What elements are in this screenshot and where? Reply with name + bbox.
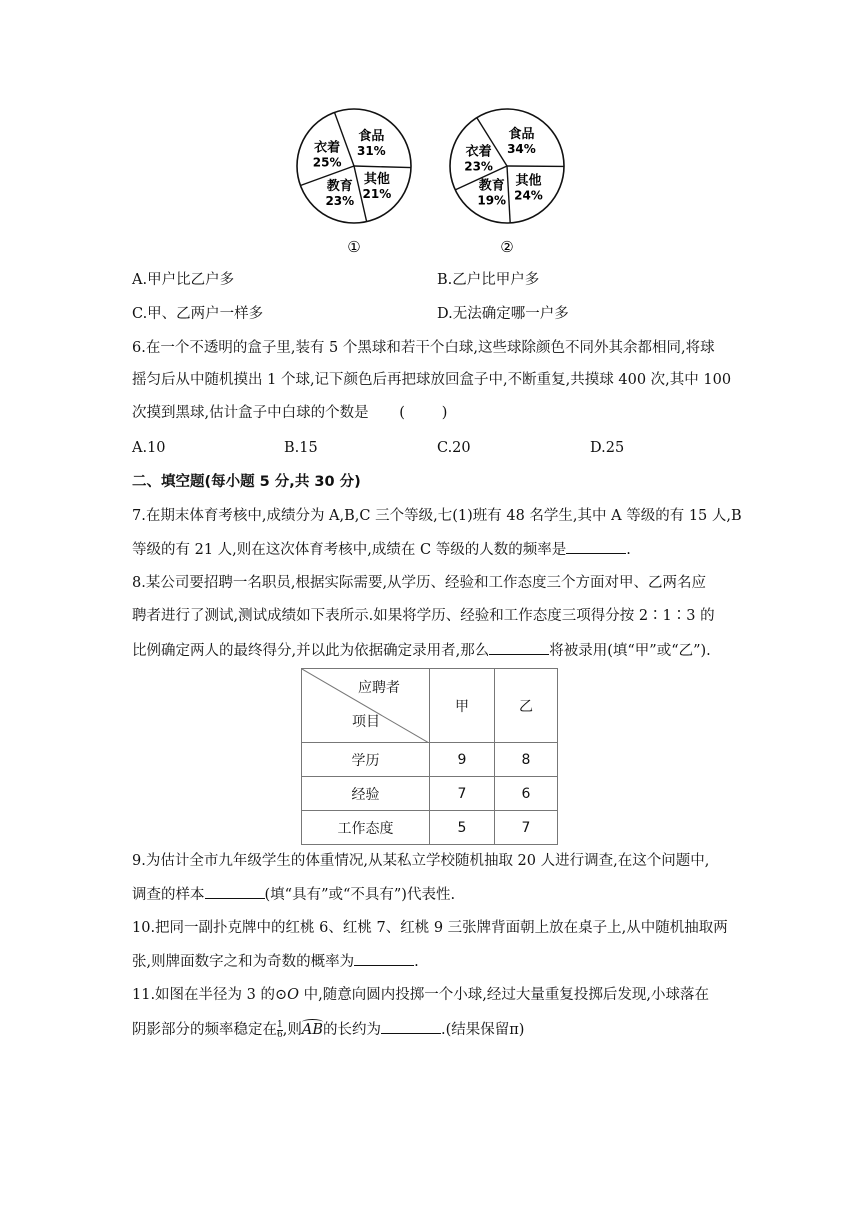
q9-line-2-end: (填“具有”或“不具有”)代表性.	[264, 887, 456, 903]
q9-line-2-text: 调查的样本	[132, 887, 205, 903]
table-row	[302, 743, 558, 777]
q11-answer-blank[interactable]	[381, 1019, 441, 1034]
q6-line-3-text: 次摸到黑球,估计盒子中白球的个数是	[132, 405, 369, 421]
pie-slice-category-label: 其他	[363, 171, 390, 187]
fraction-denominator: 6	[277, 1029, 283, 1040]
pie-chart-2-caption: ②	[500, 238, 514, 256]
pie-slice-category-label: 食品	[358, 128, 385, 144]
q11-line-2-end: .(结果保留π)	[440, 1022, 525, 1038]
pie-slice-percent-label: 23%	[325, 194, 355, 209]
q7-line-2-text: 等级的有 21 人,则在这次体育考核中,成绩在 C 等级的人数的频率是	[132, 542, 567, 558]
table-header-applicant: 应聘者	[358, 680, 400, 696]
table-header-yi: 乙	[495, 669, 558, 743]
pie-slice-percent-label: 25%	[312, 155, 342, 170]
q10-answer-blank[interactable]	[354, 951, 414, 966]
table-cell: 5	[430, 811, 495, 845]
table-row	[302, 811, 558, 845]
q6-option-a[interactable]: A.10	[132, 440, 166, 456]
q8-line-3	[132, 640, 711, 661]
table-row-item: 工作态度	[302, 811, 430, 845]
q8-line-1: 8.某公司要招聘一名职员,根据实际需要,从学历、经验和工作态度三个方面对甲、乙两名应	[132, 575, 707, 591]
q8-line-2: 聘者进行了测试,测试成绩如下表所示.如果将学历、经验和工作态度三项得分按 2∶1∶3 的	[132, 608, 715, 624]
q6-option-c[interactable]: C.20	[437, 440, 471, 456]
pie-slice-category-label: 教育	[478, 178, 505, 194]
q8-score-table	[301, 668, 558, 845]
pie-slice-category-label: 其他	[515, 173, 542, 189]
q7-line-1: 7.在期末体育考核中,成绩分为 A,B,C 三个等级,七(1)班有 48 名学生,其中 A 等级的有 15 人,B	[132, 508, 742, 524]
q9-answer-blank[interactable]	[205, 884, 265, 899]
pie-slice-percent-label: 19%	[477, 193, 507, 208]
pie-slice-boundary	[354, 166, 411, 168]
q5-option-a[interactable]: A.甲户比乙户多	[132, 272, 235, 288]
q6-option-b[interactable]: B.15	[284, 440, 318, 456]
section-2-heading: 二、填空题(每小题 5 分,共 30 分)	[132, 474, 361, 490]
pie-slice-category-label: 衣着	[314, 140, 341, 156]
pie-slice-boundary	[507, 166, 510, 223]
pie-chart-1	[297, 109, 411, 223]
q9-line-2	[132, 884, 455, 905]
pie-slice-category-label: 食品	[508, 127, 535, 143]
table-cell: 7	[430, 777, 495, 811]
pie-slice-percent-label: 34%	[507, 142, 536, 157]
q8-answer-blank[interactable]	[489, 640, 549, 655]
q11-line-1	[132, 985, 709, 1005]
q8-line-3-end: 将被录用(填“甲”或“乙”).	[549, 643, 711, 659]
q9-line-1: 9.为估计全市九年级学生的体重情况,从某私立学校随机抽取 20 人进行调查,在这个问题中,	[132, 853, 710, 869]
table-header-jia: 甲	[430, 669, 495, 743]
table-header-item: 项目	[352, 714, 380, 730]
q10-line-1: 10.把同一副扑克牌中的红桃 6、红桃 7、红桃 9 三张牌背面朝上放在桌子上,从中随机抽取两	[132, 920, 728, 936]
q5-option-d[interactable]: D.无法确定哪一户多	[437, 306, 569, 322]
q11-line-2-text: 阴影部分的频率稳定在	[132, 1022, 277, 1038]
q11-circle-center: O	[287, 987, 300, 1003]
table-cell: 6	[495, 777, 558, 811]
table-diagonal-header	[302, 669, 430, 743]
q6-line-1: 6.在一个不透明的盒子里,装有 5 个黑球和若干个白球,这些球除颜色不同外其余都相同,将球	[132, 340, 715, 356]
q10-line-2-end: .	[414, 954, 419, 970]
q11-line-2-then: ,则	[282, 1022, 302, 1038]
q11-line-2	[132, 1019, 524, 1040]
table-cell: 7	[495, 811, 558, 845]
q10-line-2	[132, 951, 419, 972]
pie-chart-1-caption: ①	[347, 238, 361, 256]
table-row-item: 学历	[302, 743, 430, 777]
q11-line-2-length: 的长约为	[322, 1022, 381, 1038]
table-cell: 9	[430, 743, 495, 777]
pie-slice-percent-label: 24%	[514, 188, 543, 203]
q6-option-d[interactable]: D.25	[590, 440, 625, 456]
q6-line-3	[132, 403, 447, 423]
q11-arc-ab: AB	[301, 1022, 323, 1038]
q5-option-c[interactable]: C.甲、乙两户一样多	[132, 306, 264, 322]
pie-slice-percent-label: 31%	[356, 143, 386, 158]
table-row	[302, 777, 558, 811]
q5-option-b[interactable]: B.乙户比甲户多	[437, 272, 540, 288]
table-row-item: 经验	[302, 777, 430, 811]
q8-line-3-text: 比例确定两人的最终得分,并以此为依据确定录用者,那么	[132, 643, 490, 659]
pie-chart-2	[450, 109, 564, 223]
q6-answer-paren: ( )	[399, 405, 448, 421]
q7-answer-blank[interactable]	[566, 539, 626, 554]
fraction-numerator: 1	[277, 1019, 283, 1030]
q10-line-2-text: 张,则牌面数字之和为奇数的概率为	[132, 954, 355, 970]
pie-charts-figure	[290, 108, 580, 258]
pie-slice-category-label: 衣着	[465, 144, 492, 160]
pie-slice-percent-label: 23%	[464, 159, 493, 174]
q7-line-2	[132, 539, 631, 560]
q11-line-1-text: 11.如图在半径为 3 的⊙	[132, 987, 288, 1003]
q11-line-1-end: 中,随意向圆内投掷一个小球,经过大量重复投掷后发现,小球落在	[299, 987, 709, 1003]
q6-line-2: 摇匀后从中随机摸出 1 个球,记下颜色后再把球放回盒子中,不断重复,共摸球 400 次,其中 100	[132, 372, 732, 388]
q7-line-2-end: .	[626, 542, 631, 558]
table-cell: 8	[495, 743, 558, 777]
pie-slice-percent-label: 21%	[362, 186, 392, 201]
pie-slice-category-label: 教育	[326, 179, 353, 195]
